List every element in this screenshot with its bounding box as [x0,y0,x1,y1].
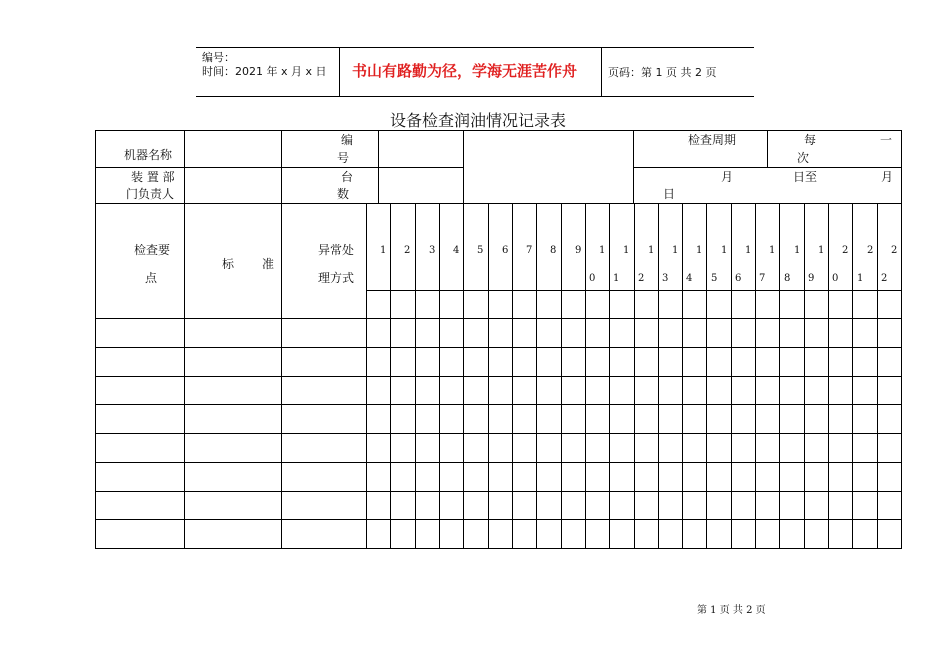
dept-label-a: 装 置 部 [131,170,175,184]
day-digit-top: 1 [818,245,825,256]
standard-header-a: 标 [222,257,235,271]
day-digit-bottom: 7 [759,273,766,284]
day-label: 日 [663,187,676,201]
day-digit-top: 2 [867,245,874,256]
day-digit-bottom: 1 [613,273,620,284]
table-row-line [95,404,902,405]
day-digit-top: 2 [404,245,411,256]
page-title: 设备检查润油情况记录表 [390,111,567,130]
table-row-line [95,433,902,434]
count-label-a: 台 [341,170,354,184]
standard-header-b: 准 [262,257,275,271]
machine-name-label: 机器名称 [124,148,173,162]
motto: 书山有路勤为径，学海无涯苦作舟 [352,62,578,80]
day-digit-top: 1 [769,245,776,256]
check-point-header-b: 点 [145,271,158,285]
day-digit-bottom: 1 [857,273,864,284]
serial-label-b: 号 [337,151,350,165]
count-label-b: 数 [337,187,350,201]
table-row-line [95,318,902,319]
day-digit-bottom: 0 [832,273,839,284]
day-digit-top: 1 [380,245,387,256]
table-row-line [95,491,902,492]
day-digit-top: 1 [623,245,630,256]
day-digit-top: 1 [672,245,679,256]
day-digit-top: 8 [550,245,557,256]
day-digit-top: 2 [891,245,898,256]
day-digit-top: 1 [648,245,655,256]
day-digit-bottom: 2 [638,273,645,284]
day-digit-bottom: 6 [735,273,742,284]
page-label: 页码：第 1 页 共 2 页 [608,66,717,79]
day-digit-top: 9 [575,245,582,256]
dept-label-b: 门负责人 [126,187,175,201]
day-digit-bottom: 9 [808,273,815,284]
table-row-line [95,347,902,348]
page-footer: 第 1 页 共 2 页 [697,605,766,616]
day-digit-bottom: 8 [784,273,791,284]
day-to-label: 日至 [793,170,818,184]
day-digit-top: 4 [453,245,460,256]
table-row-line [366,290,902,291]
abnormal-header-a: 异常处 [318,243,355,257]
day-digit-top: 5 [477,245,484,256]
day-digit-top: 1 [696,245,703,256]
month-label: 月 [721,170,734,184]
day-digit-bottom: 4 [686,273,693,284]
day-digit-top: 2 [842,245,849,256]
number-label: 编号： [202,51,235,64]
one-label: 一 [880,133,893,147]
day-digit-top: 1 [745,245,752,256]
day-digit-top: 7 [526,245,533,256]
serial-label-a: 编 [341,133,354,147]
table-row-line [95,462,902,463]
month-label-2: 月 [881,170,894,184]
day-digit-bottom: 3 [662,273,669,284]
time-label: 时间：2021 年 x 月 x 日 [202,65,327,78]
day-digit-top: 3 [429,245,436,256]
day-digit-bottom: 5 [711,273,718,284]
every-label: 每 [804,133,817,147]
day-digit-top: 1 [721,245,728,256]
table-row-line [95,376,902,377]
day-digit-top: 1 [599,245,606,256]
table-row-line [95,519,902,520]
day-digit-top: 1 [794,245,801,256]
day-digit-top: 6 [502,245,509,256]
day-digit-bottom: 0 [589,273,596,284]
check-period-label: 检查周期 [688,133,737,147]
abnormal-header-b: 理方式 [318,271,355,285]
check-point-header-a: 检查要 [134,243,171,257]
times-label: 次 [797,151,810,165]
day-digit-bottom: 2 [881,273,888,284]
